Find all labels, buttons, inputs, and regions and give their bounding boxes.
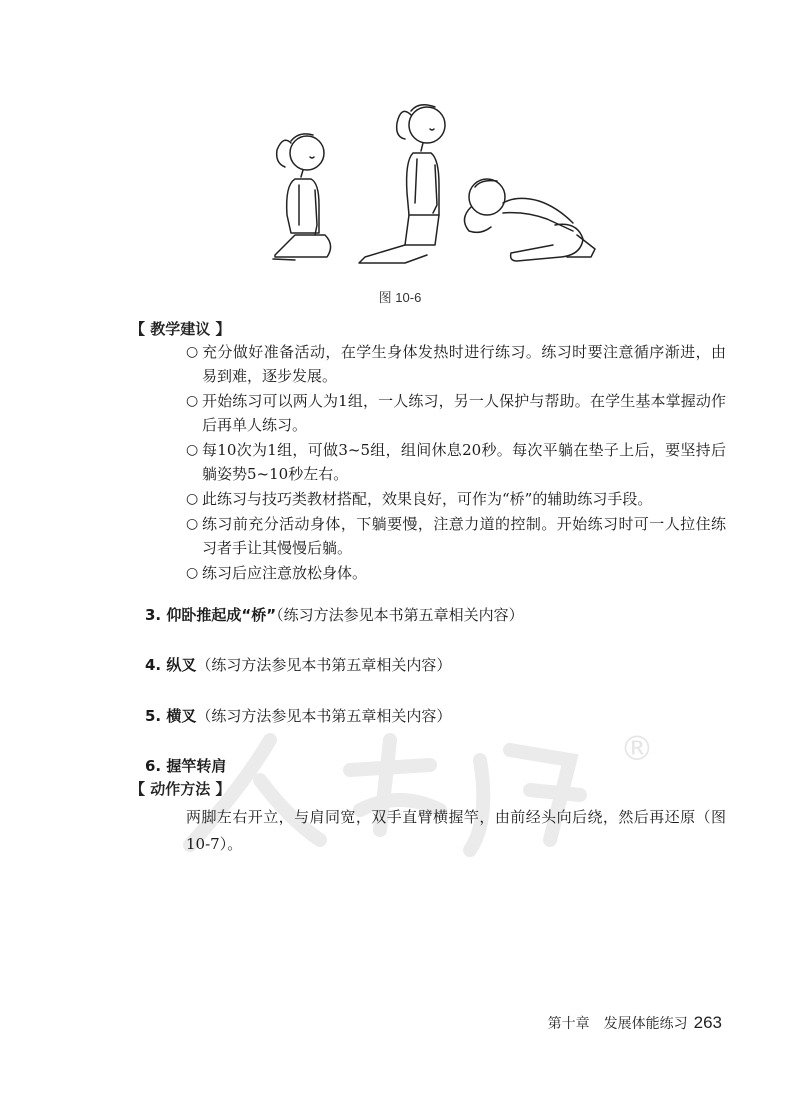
bullet-circle-icon: ○	[186, 565, 199, 581]
figure-kneeling-sitting	[273, 134, 331, 260]
list-item	[186, 487, 726, 511]
section-pole-shoulder-rotation	[145, 755, 226, 776]
page-number: 263	[693, 1013, 722, 1032]
figure-kneeling-upright	[359, 105, 445, 263]
list-item-text: 练习后应注意放松身体。	[202, 564, 368, 582]
list-item	[186, 389, 726, 437]
watermark-registered-mark: ®	[620, 729, 654, 769]
bullet-circle-icon: ○	[186, 344, 199, 360]
section-note: （练习方法参见本书第五章相关内容）	[276, 606, 524, 624]
section-front-split	[145, 654, 451, 675]
figure-caption: 图 10-6	[378, 290, 422, 305]
chapter-title: 第十章 发展体能练习	[547, 1016, 688, 1032]
list-item	[186, 438, 726, 486]
section-note: （练习方法参见本书第五章相关内容）	[196, 656, 452, 674]
section-side-split	[145, 705, 451, 726]
list-item-text: 充分做好准备活动，在学生身体发热时进行练习。练习时要注意循序渐进，由易到难，逐步发展。	[202, 343, 726, 385]
figure-10-6-illustration	[255, 95, 615, 275]
section-bridge	[145, 604, 524, 625]
teaching-suggestion-list	[186, 340, 726, 585]
list-item	[186, 512, 726, 560]
page-footer	[548, 1013, 722, 1033]
list-item	[186, 340, 726, 388]
bullet-circle-icon: ○	[186, 393, 199, 409]
list-item-text: 此练习与技巧类教材搭配，效果良好，可作为“桥”的辅助练习手段。	[202, 490, 653, 508]
figure-back-bend	[464, 179, 595, 261]
bullet-circle-icon: ○	[186, 516, 199, 532]
bullet-circle-icon: ○	[186, 491, 199, 507]
section-title: 6. 握竿转肩	[145, 757, 227, 775]
list-item-text: 练习前充分活动身体，下躺要慢，注意力道的控制。开始练习时可一人拉住练习者手让其慢慢后躺。	[202, 515, 726, 557]
section-title: 3. 仰卧推起成“桥”	[145, 606, 277, 624]
section-title: 4. 纵叉	[145, 656, 197, 674]
action-method-heading: 【 动作方法 】	[130, 780, 231, 798]
list-item-text: 开始练习可以两人为1组，一人练习，另一人保护与帮助。在学生基本掌握动作后再单人练习。	[202, 392, 726, 434]
teaching-suggestion-heading: 【 教学建议 】	[130, 320, 231, 338]
section-title: 5. 横叉	[145, 707, 197, 725]
list-item	[186, 561, 726, 585]
action-method-text: 两脚左右开立，与肩同宽，双手直臂横握竿，由前经头向后绕，然后再还原（图10-7）。	[186, 808, 726, 853]
list-item-text: 每10次为1组，可做3~5组，组间休息20秒。每次平躺在垫子上后，要坚持后躺姿势5~10秒左右。	[202, 441, 726, 483]
section-note: （练习方法参见本书第五章相关内容）	[196, 707, 452, 725]
bullet-circle-icon: ○	[186, 442, 199, 458]
